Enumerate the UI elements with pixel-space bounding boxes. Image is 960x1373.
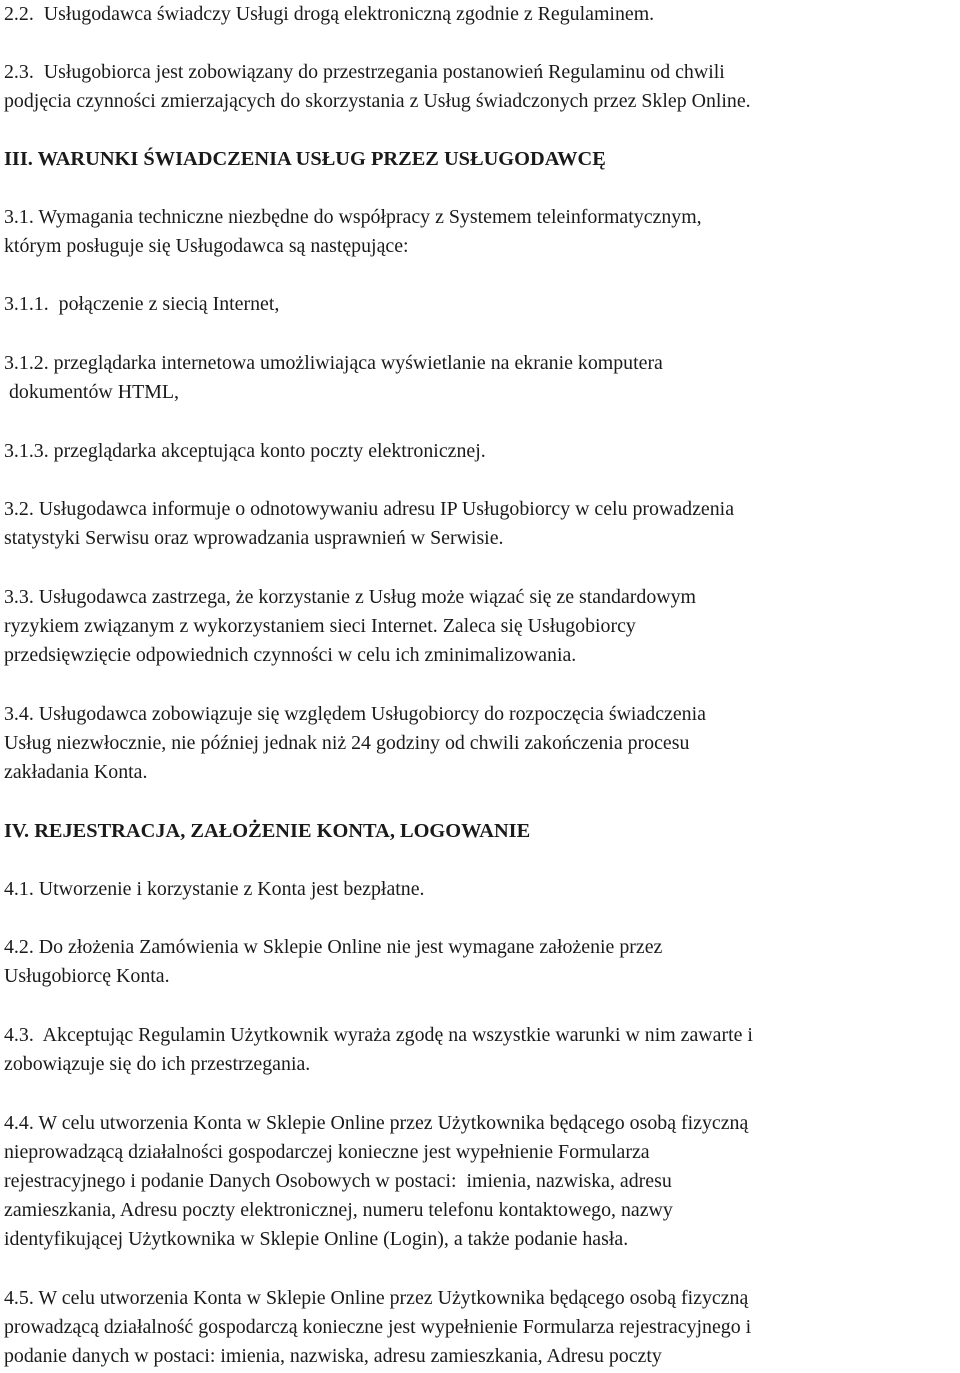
text-line: 2.2. Usługodawca świadczy Usługi drogą elektroniczną zgodnie z Regulaminem. [4, 3, 655, 25]
text-line: prowadzącą działalność gospodarczą konieczne jest wypełnienie Formularza rejestracyjnego i [4, 1316, 752, 1338]
text-line: przedsięwzięcie odpowiednich czynności w celu ich zminimalizowania. [4, 644, 577, 666]
text-line: dokumentów HTML, [4, 381, 179, 403]
text-line: statystyki Serwisu oraz wprowadzania usprawnień w Serwisie. [4, 527, 504, 549]
heading-text: IV. REJESTRACJA, ZAŁOŻENIE KONTA, LOGOWANIE [4, 820, 531, 842]
paragraph-4-4 [4, 1109, 960, 1254]
paragraph-4-2 [4, 933, 960, 991]
text-line: 3.4. Usługodawca zobowiązuje się względem Usługobiorcy do rozpoczęcia świadczenia [4, 703, 706, 725]
text-line: podanie danych w postaci: imienia, nazwiska, adresu zamieszkania, Adresu poczty [4, 1345, 662, 1367]
paragraph-3-1-3 [4, 437, 960, 466]
section-heading-iii [4, 145, 960, 174]
paragraph-4-3 [4, 1021, 960, 1079]
paragraph-3-4 [4, 700, 960, 787]
text-line: zobowiązuje się do ich przestrzegania. [4, 1053, 311, 1075]
text-line: 3.1.1. połączenie z siecią Internet, [4, 293, 280, 315]
text-line: zamieszkania, Adresu poczty elektronicznej, numeru telefonu kontaktowego, nazwy [4, 1199, 673, 1221]
text-line: 3.1. Wymagania techniczne niezbędne do współpracy z Systemem teleinformatycznym, [4, 206, 702, 228]
text-line: 3.2. Usługodawca informuje o odnotowywaniu adresu IP Usługobiorcy w celu prowadzenia [4, 498, 735, 520]
text-line: identyfikującej Użytkownika w Sklepie Online (Login), a także podanie hasła. [4, 1228, 629, 1250]
text-line: 3.1.2. przeglądarka internetowa umożliwiająca wyświetlanie na ekranie komputera [4, 352, 663, 374]
text-line: 3.1.3. przeglądarka akceptująca konto poczty elektronicznej. [4, 440, 486, 462]
heading-text: III. WARUNKI ŚWIADCZENIA USŁUG PRZEZ USŁUGODAWCĘ [4, 148, 606, 170]
paragraph-4-1 [4, 875, 960, 904]
text-line: nieprowadzącą działalności gospodarczej konieczne jest wypełnienie Formularza [4, 1141, 650, 1163]
text-line: rejestracyjnego i podanie Danych Osobowych w postaci: imienia, nazwiska, adresu [4, 1170, 672, 1192]
paragraph-2-3 [4, 58, 960, 116]
text-line: 4.5. W celu utworzenia Konta w Sklepie Online przez Użytkownika będącego osobą fizyczną [4, 1287, 749, 1309]
text-line: ryzykiem związanym z wykorzystaniem sieci Internet. Zaleca się Usługobiorcy [4, 615, 636, 637]
text-line: którym posługuje się Usługodawca są następujące: [4, 235, 409, 257]
paragraph-4-5 [4, 1284, 960, 1371]
text-line: 4.3. Akceptując Regulamin Użytkownik wyraża zgodę na wszystkie warunki w nim zawarte i [4, 1024, 753, 1046]
section-heading-iv [4, 817, 960, 846]
text-line: 4.4. W celu utworzenia Konta w Sklepie Online przez Użytkownika będącego osobą fizyczną [4, 1112, 749, 1134]
paragraph-3-1-1 [4, 290, 960, 319]
paragraph-2-2 [4, 0, 960, 29]
text-line: Usług niezwłocznie, nie później jednak niż 24 godziny od chwili zakończenia procesu [4, 732, 690, 754]
text-line: 3.3. Usługodawca zastrzega, że korzystanie z Usług może wiązać się ze standardowym [4, 586, 697, 608]
text-line: 2.3. Usługobiorca jest zobowiązany do przestrzegania postanowień Regulaminu od chwili [4, 61, 725, 83]
text-line: 4.1. Utworzenie i korzystanie z Konta jest bezpłatne. [4, 878, 425, 900]
paragraph-3-2 [4, 495, 960, 553]
paragraph-3-1-2 [4, 349, 960, 407]
paragraph-3-1 [4, 203, 960, 261]
text-line: Usługobiorcę Konta. [4, 965, 170, 987]
text-line: 4.2. Do złożenia Zamówienia w Sklepie Online nie jest wymagane założenie przez [4, 936, 663, 958]
text-line: zakładania Konta. [4, 761, 148, 783]
text-line: podjęcia czynności zmierzających do skorzystania z Usług świadczonych przez Sklep Online. [4, 90, 751, 112]
paragraph-3-3 [4, 583, 960, 670]
